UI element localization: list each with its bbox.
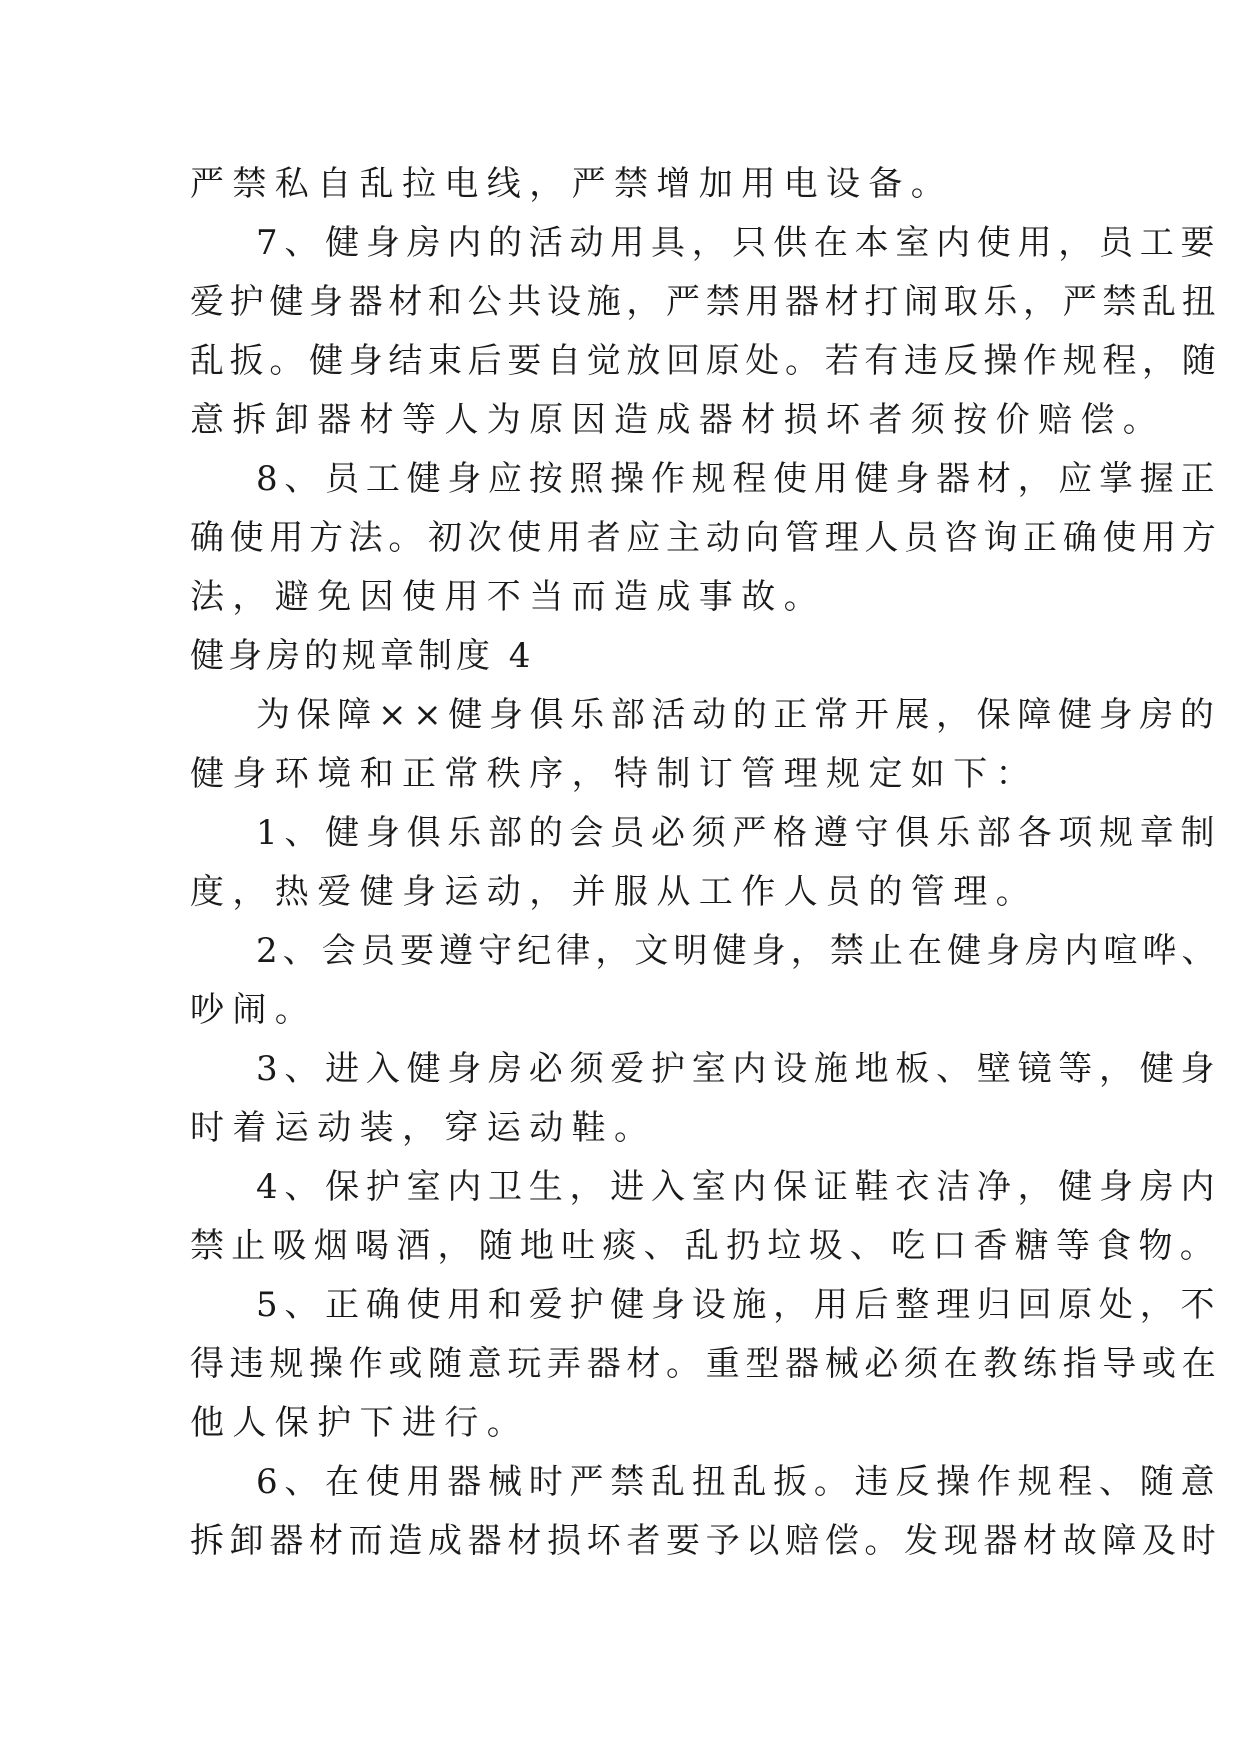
text-line: 拆卸器材而造成器材损坏者要予以赔偿。发现器材故障及时 — [190, 1521, 1222, 1561]
text-line: 4、保护室内卫生，进入室内保证鞋衣洁净，健身房内 — [256, 1167, 1222, 1207]
text-line: 健身环境和正常秩序，特制订管理规定如下： — [190, 754, 1038, 794]
text-line: 吵闹。 — [190, 990, 318, 1030]
text-line: 法，避免因使用不当而造成事故。 — [190, 577, 826, 617]
text-line: 为保障××健身俱乐部活动的正常开展，保障健身房的 — [256, 695, 1221, 735]
text-line: 时着运动装，穿运动鞋。 — [190, 1108, 657, 1148]
text-line: 确使用方法。初次使用者应主动向管理人员咨询正确使用方 — [190, 518, 1222, 558]
text-line: 乱扳。健身结束后要自觉放回原处。若有违反操作规程，随 — [190, 341, 1222, 381]
text-line: 8、员工健身应按照操作规程使用健身器材，应掌握正 — [256, 459, 1222, 499]
text-line: 意拆卸器材等人为原因造成器材损坏者须按价赔偿。 — [190, 400, 1166, 440]
text-line: 得违规操作或随意玩弄器材。重型器械必须在教练指导或在 — [190, 1344, 1222, 1384]
text-line: 严禁私自乱拉电线，严禁增加用电设备。 — [190, 164, 954, 204]
text-line: 2、会员要遵守纪律，文明健身，禁止在健身房内喧哗、 — [256, 931, 1221, 971]
section-heading: 健身房的规章制度 4 — [190, 636, 535, 676]
text-line: 7、健身房内的活动用具，只供在本室内使用，员工要 — [256, 223, 1222, 263]
text-line: 5、正确使用和爱护健身设施，用后整理归回原处，不 — [256, 1285, 1222, 1325]
text-line: 1、健身俱乐部的会员必须严格遵守俱乐部各项规章制 — [256, 813, 1222, 853]
text-line: 爱护健身器材和公共设施，严禁用器材打闹取乐，严禁乱扭 — [190, 282, 1222, 322]
text-line: 禁止吸烟喝酒，随地吐痰、乱扔垃圾、吃口香糖等食物。 — [190, 1226, 1221, 1266]
text-line: 他人保护下进行。 — [190, 1403, 530, 1443]
text-line: 度，热爱健身运动，并服从工作人员的管理。 — [190, 872, 1038, 912]
text-line: 6、在使用器械时严禁乱扭乱扳。违反操作规程、随意 — [256, 1462, 1222, 1502]
text-line: 3、进入健身房必须爱护室内设施地板、壁镜等，健身 — [256, 1049, 1222, 1089]
